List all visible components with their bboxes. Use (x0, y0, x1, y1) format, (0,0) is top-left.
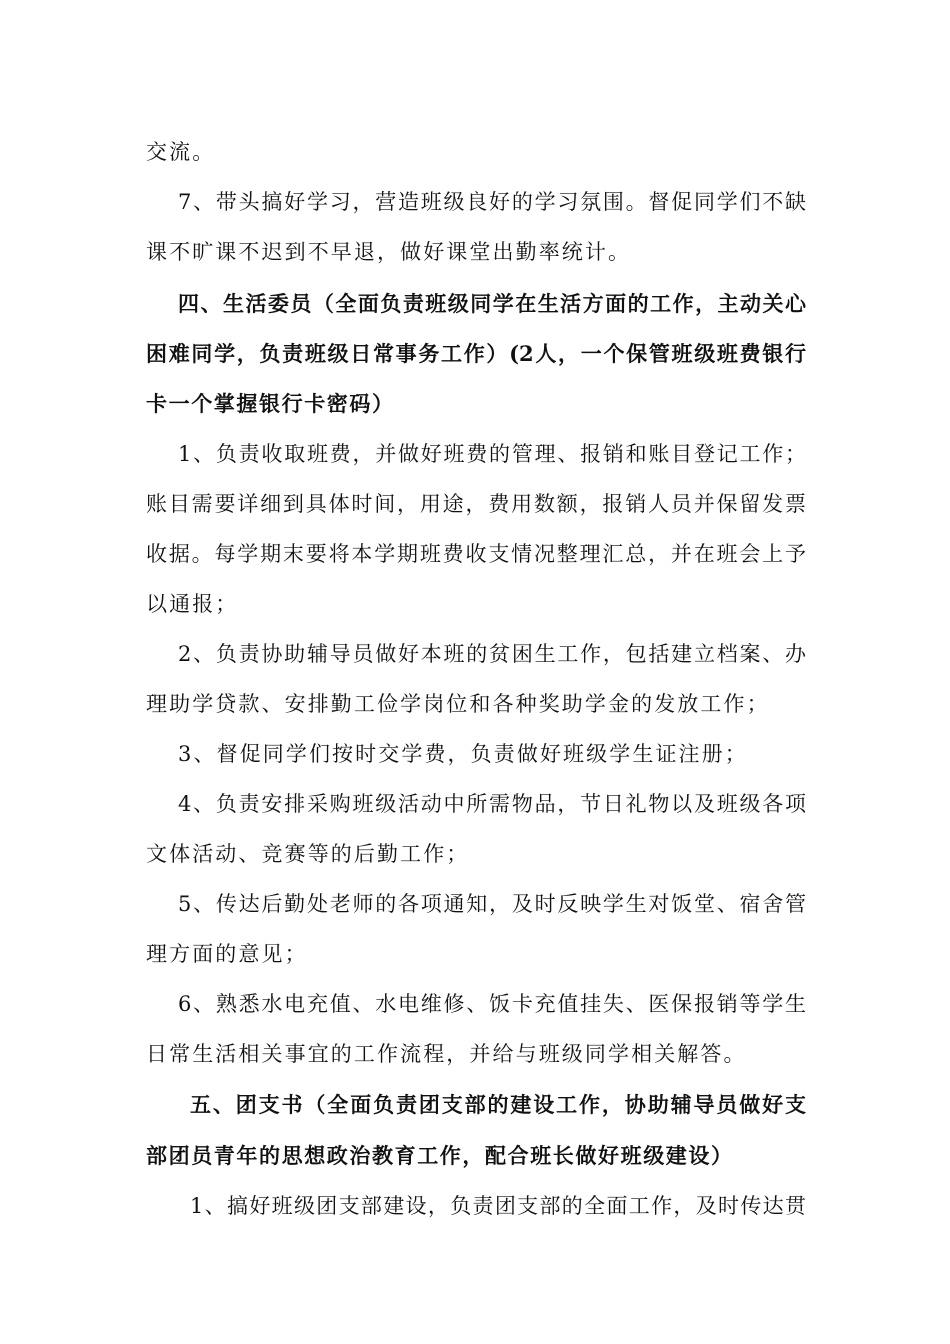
list-item-6-line-2: 日常生活相关事宜的工作流程，并给与班级同学相关解答。 (146, 1042, 747, 1066)
list-item-6-line-1: 6、熟悉水电充值、水电维修、饭卡充值挂失、医保报销等学生 (178, 992, 806, 1016)
section-heading-4-line-1: 四、生活委员（全面负责班级同学在生活方面的工作，主动关心 (178, 291, 806, 316)
section-heading-5-line-2: 部团员青年的思想政治教育工作，配合班长做好班级建设） (146, 1143, 734, 1168)
list-item-2-line-2: 理助学贷款、安排勤工俭学岗位和各种奖助学金的发放工作； (146, 692, 770, 716)
list-item-3-line-1: 3、督促同学们按时交学费，负责做好班级学生证注册； (178, 742, 748, 766)
list-item-1-line-3: 收据。每学期末要将本学期班费收支情况整理汇总，并在班会上予 (146, 542, 806, 566)
list-item-1-line-4: 以通报； (146, 592, 239, 616)
list-item-7-line-1: 7、带头搞好学习，营造班级良好的学习氛围。督促同学们不缺 (178, 190, 806, 214)
section-heading-5-line-1: 五、团支书（全面负责团支部的建设工作，协助辅导员做好支 (190, 1092, 806, 1117)
list-item-5-line-1: 5、传达后勤处老师的各项通知，及时反映学生对饭堂、宿舍管 (178, 892, 806, 916)
section-heading-4-line-2: 困难同学，负责班级日常事务工作）(2人，一个保管班级班费银行 (146, 341, 806, 366)
list-item-4-line-2: 文体活动、竞赛等的后勤工作； (146, 842, 470, 866)
paragraph-line: 交流。 (146, 140, 216, 164)
list-item-4-line-1: 4、负责安排采购班级活动中所需物品，节日礼物以及班级各项 (178, 792, 806, 816)
list-item-5-line-2: 理方面的意见； (146, 942, 308, 966)
list-item-7-line-2: 课不旷课不迟到不早退，做好课堂出勤率统计。 (146, 240, 632, 264)
list-item-1-line-1: 1、负责收取班费，并做好班费的管理、报销和账目登记工作； (178, 442, 806, 466)
section-heading-4-line-3: 卡一个掌握银行卡密码） (146, 391, 395, 416)
list-item-1-line-2: 账目需要详细到具体时间，用途，费用数额，报销人员并保留发票 (146, 492, 806, 516)
list-item-2-line-1: 2、负责协助辅导员做好本班的贫困生工作，包括建立档案、办 (178, 642, 806, 666)
list-item-1b-line-1: 1、搞好班级团支部建设，负责团支部的全面工作，及时传达贯 (190, 1194, 806, 1218)
